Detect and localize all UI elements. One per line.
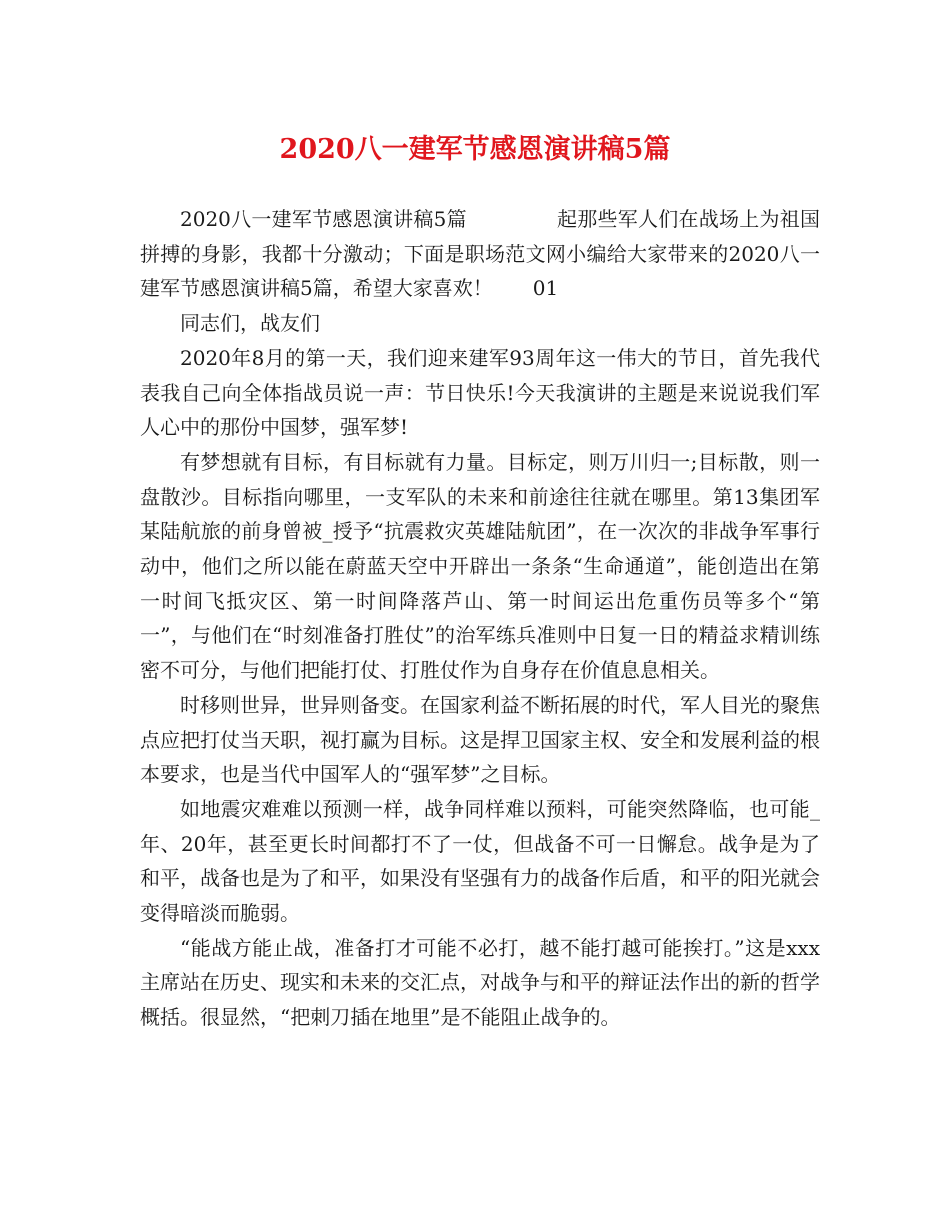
paragraph-4: 如地震灾难难以预测一样，战争同样难以预料，可能突然降临，也可能_年、20年，甚至更长时间都打不了一仗，但战备不可一日懈怠。战争是为了和平，战备也是为了和平，如果没有坚强有力的战备作后盾，和平的阳光就会变得暗淡而脆弱。 (140, 796, 820, 926)
intro-title-ref: 2020八一建军节感恩演讲稿5篇 (180, 207, 467, 231)
intro-paragraph (140, 202, 820, 306)
document-title: 2020八一建军节感恩演讲稿5篇 (279, 134, 671, 165)
section-number: 01 (532, 276, 559, 301)
paragraph-5: “能战方能止战，准备打才可能不必打，越不能打越可能挨打。”这是xxx主席站在历史、现实和未来的交汇点，对战争与和平的辩证法作出的新的哲学概括。很显然，“把刺刀插在地里”是不能阻止战争的。 (140, 935, 820, 1030)
paragraph-3: 时移则世异，世异则备变。在国家利益不断拓展的时代，军人目光的聚焦点应把打仗当天职，视打赢为目标。这是捍卫国家主权、安全和发展利益的根本要求，也是当代中国军人的“强军梦”之目标。 (140, 692, 820, 787)
intro-text: 起那些军人们在战场上为祖国拼搏的身影，我都十分激动；下面是职场范文网小编给大家带来的2020八一建军节感恩演讲稿5篇，希望大家喜欢！ (140, 207, 820, 301)
paragraph-2: 有梦想就有目标，有目标就有力量。目标定，则万川归一;目标散，则一盘散沙。目标指向哪里，一支军队的未来和前途往往就在哪里。第13集团军某陆航旅的前身曾被_授予“抗震救灾英雄陆航团”，在一次次的非战争军事行动中，他们之所以能在蔚蓝天空中开辟出一条条“生命通道”，能创造出在第一时间飞抵灾区、第一时间降落芦山、第一时间运出危重伤员等多个“第一”，与他们在“时刻准备打胜仗”的治军练兵准则中日复一日的精益求精训练密不可分，与他们把能打仗、打胜仗作为自身存在价值息息相关。 (140, 449, 820, 683)
paragraph-greeting: 同志们，战友们 (180, 311, 320, 336)
document-body (140, 202, 820, 1035)
paragraph-1: 2020年8月的第一天，我们迎来建军93周年这一伟大的节日，首先我代表我自己向全体指战员说一声：节日快乐!今天我演讲的主题是来说说我们军人心中的那份中国梦，强军梦! (140, 345, 820, 440)
